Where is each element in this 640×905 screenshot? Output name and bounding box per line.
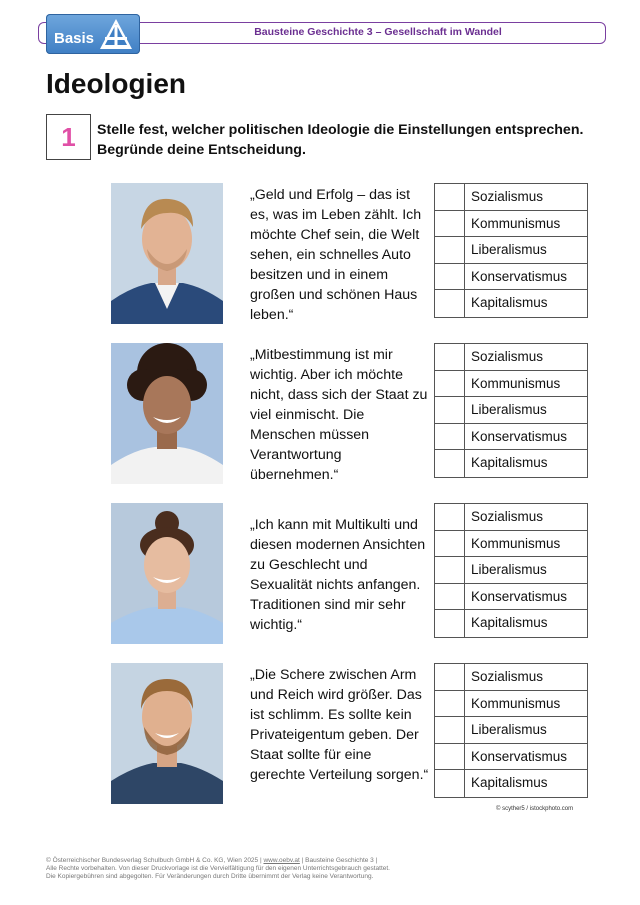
statement-row-4	[111, 663, 591, 805]
statement-quote-1: „Geld und Erfolg – das ist es, was im Leben zählt. Ich möchte Chef sein, die Welt sehen, ein schnelles Auto besitzen und in einem großen und schönen Haus leben.“	[250, 187, 422, 323]
choice-label: Liberalismus	[471, 722, 547, 738]
portrait-photo-1	[111, 183, 223, 324]
checkbox[interactable]	[435, 344, 465, 370]
choice-label: Sozialismus	[471, 669, 544, 684]
checkbox[interactable]	[435, 531, 465, 557]
footer-line-3: Die Kopiergebühren sind abgegolten. Für Veränderungen durch Dritte übernimmt der Verlag keine Verantwortung.	[46, 873, 374, 880]
logo-label: Basis	[54, 30, 95, 47]
choice-kapitalismus	[435, 770, 587, 797]
choice-label: Sozialismus	[471, 189, 544, 204]
choice-label: Kommunismus	[471, 695, 561, 711]
footer-series: | Bausteine Geschichte 3 |	[299, 857, 378, 864]
footer-line-1	[46, 857, 606, 865]
choice-liberalismus	[435, 237, 587, 264]
checkbox[interactable]	[435, 290, 465, 317]
choice-label: Konservatismus	[471, 748, 568, 764]
choice-label: Konservatismus	[471, 428, 568, 444]
checkbox[interactable]	[435, 371, 465, 397]
checkbox[interactable]	[435, 770, 465, 797]
checkbox[interactable]	[435, 717, 465, 743]
checkbox[interactable]	[435, 184, 465, 210]
ideology-choices-4	[434, 663, 588, 798]
footer-line-2: Alle Rechte vorbehalten. Von dieser Druckvorlage ist die Vervielfältigung für den eigenen Unterrichtsgebrauch gestattet.	[46, 865, 390, 872]
choice-sozialismus	[435, 184, 587, 211]
choice-label: Liberalismus	[471, 242, 547, 258]
portrait-photo-2	[111, 343, 223, 484]
statement-row-3	[111, 503, 591, 645]
checkbox[interactable]	[435, 424, 465, 450]
choice-sozialismus	[435, 344, 587, 371]
ideology-choices-1	[434, 183, 588, 318]
checkbox[interactable]	[435, 610, 465, 637]
choice-konservatismus	[435, 424, 587, 451]
choice-label: Kapitalismus	[471, 295, 548, 311]
choice-kapitalismus	[435, 450, 587, 477]
choice-label: Kommunismus	[471, 375, 561, 391]
choice-label: Liberalismus	[471, 562, 547, 578]
statement-quote-4: „Die Schere zwischen Arm und Reich wird größer. Das ist schlimm. Es sollte kein Privateigentum geben. Der Staat sollte für eine gerechte Verteilung sorgen.“	[250, 667, 429, 783]
choice-liberalismus	[435, 717, 587, 744]
checkbox[interactable]	[435, 664, 465, 690]
task-instruction: Stelle fest, welcher politischen Ideologie die Einstellungen entsprechen. Begründe deine Entscheidung.	[97, 122, 584, 158]
choice-kommunismus	[435, 211, 587, 238]
choice-kommunismus	[435, 691, 587, 718]
choice-label: Konservatismus	[471, 268, 568, 284]
footer	[46, 857, 606, 881]
page-title: Ideologien	[46, 68, 186, 99]
choice-konservatismus	[435, 584, 587, 611]
task-number: 1	[46, 114, 91, 160]
choice-label: Liberalismus	[471, 402, 547, 418]
portrait-photo-4	[111, 663, 223, 804]
choice-label: Konservatismus	[471, 588, 568, 604]
checkbox[interactable]	[435, 397, 465, 423]
choice-kapitalismus	[435, 610, 587, 637]
choice-label: Kapitalismus	[471, 775, 548, 791]
checkbox[interactable]	[435, 584, 465, 610]
choice-liberalismus	[435, 557, 587, 584]
choice-sozialismus	[435, 664, 587, 691]
checkbox[interactable]	[435, 211, 465, 237]
checkbox[interactable]	[435, 691, 465, 717]
ideology-choices-2	[434, 343, 588, 478]
choice-konservatismus	[435, 744, 587, 771]
choice-konservatismus	[435, 264, 587, 291]
choice-kommunismus	[435, 371, 587, 398]
choice-kapitalismus	[435, 290, 587, 317]
header-title: Bausteine Geschichte 3 – Gesellschaft im Wandel	[254, 26, 502, 38]
photo-credit: © scyther5 / istockphoto.com	[496, 806, 574, 812]
statement-row-1	[111, 183, 591, 325]
choice-kommunismus	[435, 531, 587, 558]
pyramid-icon	[98, 17, 134, 51]
ideology-choices-3	[434, 503, 588, 638]
statement-quote-3: „Ich kann mit Multikulti und diesen modernen Ansichten zu Geschlecht und Sexualität nichts anfangen. Traditionen sind mir sehr wichtig.“	[250, 517, 426, 633]
checkbox[interactable]	[435, 504, 465, 530]
choice-label: Sozialismus	[471, 349, 544, 364]
checkbox[interactable]	[435, 450, 465, 477]
portrait-photo-3	[111, 503, 223, 644]
checkbox[interactable]	[435, 557, 465, 583]
choice-label: Sozialismus	[471, 509, 544, 524]
statement-row-2	[111, 343, 591, 485]
choice-label: Kommunismus	[471, 535, 561, 551]
choice-sozialismus	[435, 504, 587, 531]
statement-quote-2: „Mitbestimmung ist mir wichtig. Aber ich möchte nicht, dass sich der Staat zu viel einmischt. Die Menschen müssen Verantwortung übernehmen.“	[250, 347, 428, 483]
choice-label: Kapitalismus	[471, 455, 548, 471]
publisher-link[interactable]: www.oebv.at	[263, 857, 300, 864]
footer-copyright: © Österreichischer Bundesverlag Schulbuch GmbH & Co. KG, Wien 2025 |	[46, 857, 264, 864]
choice-liberalismus	[435, 397, 587, 424]
checkbox[interactable]	[435, 237, 465, 263]
basis-logo	[46, 14, 140, 54]
checkbox[interactable]	[435, 744, 465, 770]
choice-label: Kapitalismus	[471, 615, 548, 631]
checkbox[interactable]	[435, 264, 465, 290]
choice-label: Kommunismus	[471, 215, 561, 231]
